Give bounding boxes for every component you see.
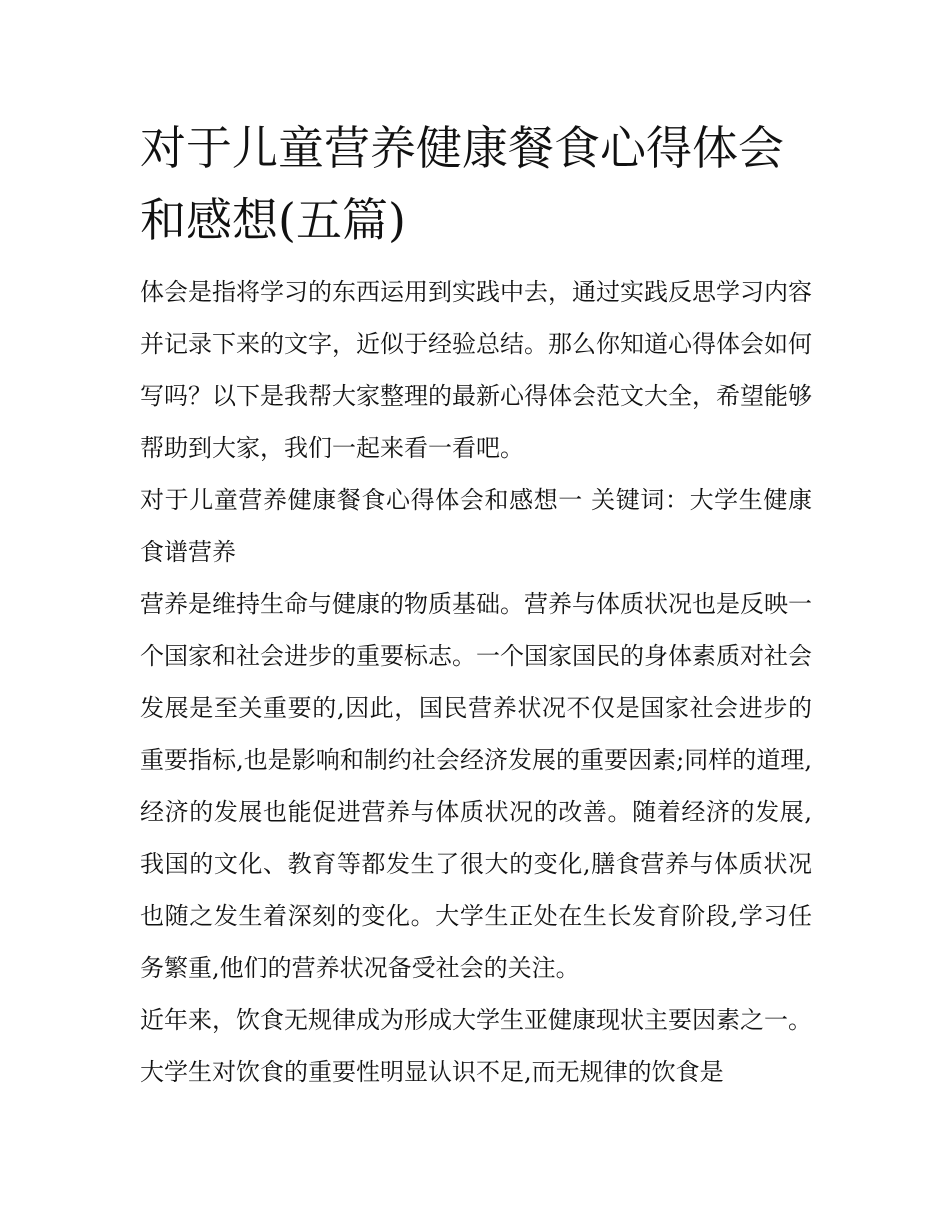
- intro-paragraph: 体会是指将学习的东西运用到实践中去，通过实践反思学习内容并记录下来的文字，近似于经验总结。那么你知道心得体会如何写吗？以下是我帮大家整理的最新心得体会范文大全，希望能够帮助到大家，我们一起来看一看吧。: [140, 278, 812, 462]
- body-paragraph: 营养是维持生命与健康的物质基础。营养与体质状况也是反映一个国家和社会进步的重要标志。一个国家国民的身体素质对社会发展是至关重要的,因此，国民营养状况不仅是国家社会进步的重要指标,也是影响和制约社会经济发展的重要因素;同样的道理,经济的发展也能促进营养与体质状况的改善。随着经济的发展,我国的文化、教育等都发生了很大的变化,膳食营养与体质状况也随之发生着深刻的变化。大学生正处在生长发育阶段,学习任务繁重,他们的营养状况备受社会的关注。: [140, 590, 812, 982]
- document-title: 对于儿童营养健康餐食心得体会和感想(五篇): [140, 121, 784, 247]
- document-body: [140, 112, 812, 1098]
- section-heading-paragraph: 对于儿童营养健康餐食心得体会和感想一 关键词：大学生健康食谱营养: [140, 486, 812, 566]
- title-spacer: [140, 256, 812, 266]
- body-paragraph: 近年来，饮食无规律成为形成大学生亚健康现状主要因素之一。大学生对饮食的重要性明显认识不足,而无规律的饮食是: [140, 1006, 812, 1086]
